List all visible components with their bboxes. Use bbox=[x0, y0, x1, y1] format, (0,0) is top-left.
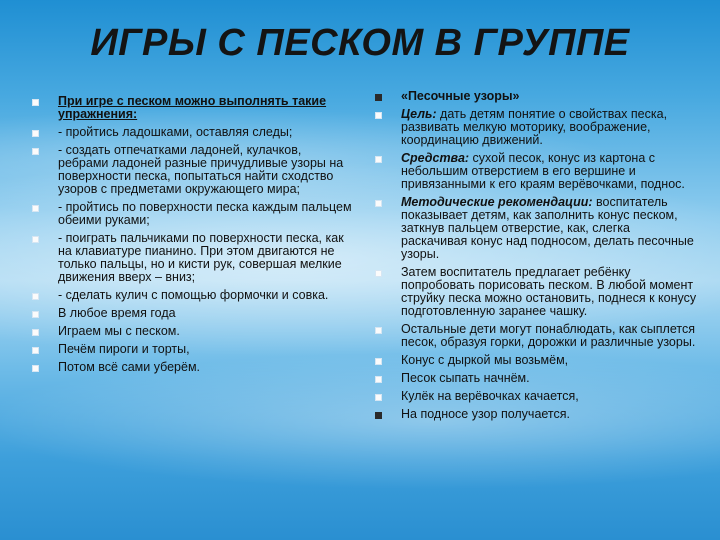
goal-label: Цель: bbox=[401, 107, 437, 121]
list-item bbox=[32, 361, 354, 374]
list-item-text: - создать отпечатками ладоней, кулачков, ребрами ладоней разные причудливые узоры на поверхности песка, попытаться найти сходство узоров с предметами окружающего мира; bbox=[58, 143, 344, 196]
list-item bbox=[375, 408, 697, 421]
square-bullet-icon bbox=[32, 293, 39, 300]
game-title: «Песочные узоры» bbox=[401, 89, 520, 103]
square-bullet-icon bbox=[32, 205, 39, 212]
poem-line: Песок сыпать начнём. bbox=[401, 371, 530, 385]
poem-line: Конус с дыркой мы возьмём, bbox=[401, 353, 569, 367]
method-label: Методические рекомендации: bbox=[401, 195, 593, 209]
square-bullet-icon bbox=[375, 358, 382, 365]
method-text: воспитатель показывает детям, как заполнить конус песком, заткнув пальцем отверстие, как, слегка раскачивая конус над подносом, делать песочные узоры. bbox=[401, 195, 694, 261]
list-item bbox=[375, 354, 697, 367]
poem-line: Играем мы с песком. bbox=[58, 324, 180, 338]
poem-line: Кулёк на верёвочках качается, bbox=[401, 389, 579, 403]
square-bullet-icon bbox=[32, 130, 39, 137]
list-item bbox=[375, 90, 697, 103]
means-text: сухой песок, конус из картона с небольшим отверстием в его вершине и привязанными к его краям верёвочками, поднос. bbox=[401, 151, 685, 191]
list-item-text: - пройтись ладошками, оставляя следы; bbox=[58, 125, 293, 139]
poem-line: Печём пироги и торты, bbox=[58, 342, 190, 356]
square-bullet-icon bbox=[32, 311, 39, 318]
list-item-text: - пройтись по поверхности песка каждым пальцем обеими руками; bbox=[58, 200, 352, 227]
square-bullet-icon bbox=[375, 200, 382, 207]
square-bullet-icon bbox=[32, 365, 39, 372]
square-bullet-icon bbox=[375, 270, 382, 277]
poem-line: Потом всё сами уберём. bbox=[58, 360, 201, 374]
list-item bbox=[32, 343, 354, 356]
list-item bbox=[32, 144, 354, 196]
list-item bbox=[32, 95, 354, 121]
means-label: Средства: bbox=[401, 151, 470, 165]
list-item bbox=[375, 390, 697, 403]
square-bullet-icon bbox=[375, 376, 382, 383]
list-item bbox=[32, 232, 354, 284]
right-column bbox=[375, 90, 697, 426]
list-item bbox=[375, 152, 697, 191]
square-bullet-icon bbox=[375, 394, 382, 401]
square-bullet-icon bbox=[375, 112, 382, 119]
list-item bbox=[375, 372, 697, 385]
list-item-text: - поиграть пальчиками по поверхности песка, как на клавиатуре пианино. При этом двигаются не только пальцы, но и кисти рук, совершая мелкие движения вверх – вниз; bbox=[58, 231, 344, 284]
list-item-text: Затем воспитатель предлагает ребёнку попробовать порисовать песком. В любой момент струйку песка можно остановить, поднеся к конусу подготовленную заранее чашку. bbox=[401, 265, 697, 318]
square-bullet-icon bbox=[375, 412, 382, 419]
list-item bbox=[32, 126, 354, 139]
square-bullet-icon bbox=[32, 347, 39, 354]
square-bullet-icon bbox=[32, 236, 39, 243]
list-item bbox=[375, 196, 697, 261]
list-item bbox=[375, 323, 697, 349]
square-bullet-icon bbox=[375, 94, 382, 101]
square-bullet-icon bbox=[375, 327, 382, 334]
list-item bbox=[32, 201, 354, 227]
list-item bbox=[32, 307, 354, 320]
square-bullet-icon bbox=[32, 329, 39, 336]
exercises-heading: При игре с песком можно выполнять такие упражнения: bbox=[58, 94, 327, 121]
square-bullet-icon bbox=[375, 156, 382, 163]
list-item bbox=[375, 108, 697, 147]
list-item bbox=[375, 266, 697, 318]
list-item-text: Остальные дети могут понаблюдать, как сыплется песок, образуя горки, дорожки и различные узоры. bbox=[401, 322, 696, 349]
slide-title: ИГРЫ С ПЕСКОМ В ГРУППЕ bbox=[90, 22, 630, 64]
left-column bbox=[32, 95, 354, 379]
list-item bbox=[32, 289, 354, 302]
list-item-text: - сделать кулич с помощью формочки и совка. bbox=[58, 288, 329, 302]
poem-line: На подносе узор получается. bbox=[401, 407, 571, 421]
poem-line: В любое время года bbox=[58, 306, 176, 320]
goal-text: дать детям понятие о свойствах песка, развивать мелкую моторику, воображение, координацию движений. bbox=[401, 107, 668, 147]
square-bullet-icon bbox=[32, 148, 39, 155]
list-item bbox=[32, 325, 354, 338]
square-bullet-icon bbox=[32, 99, 39, 106]
